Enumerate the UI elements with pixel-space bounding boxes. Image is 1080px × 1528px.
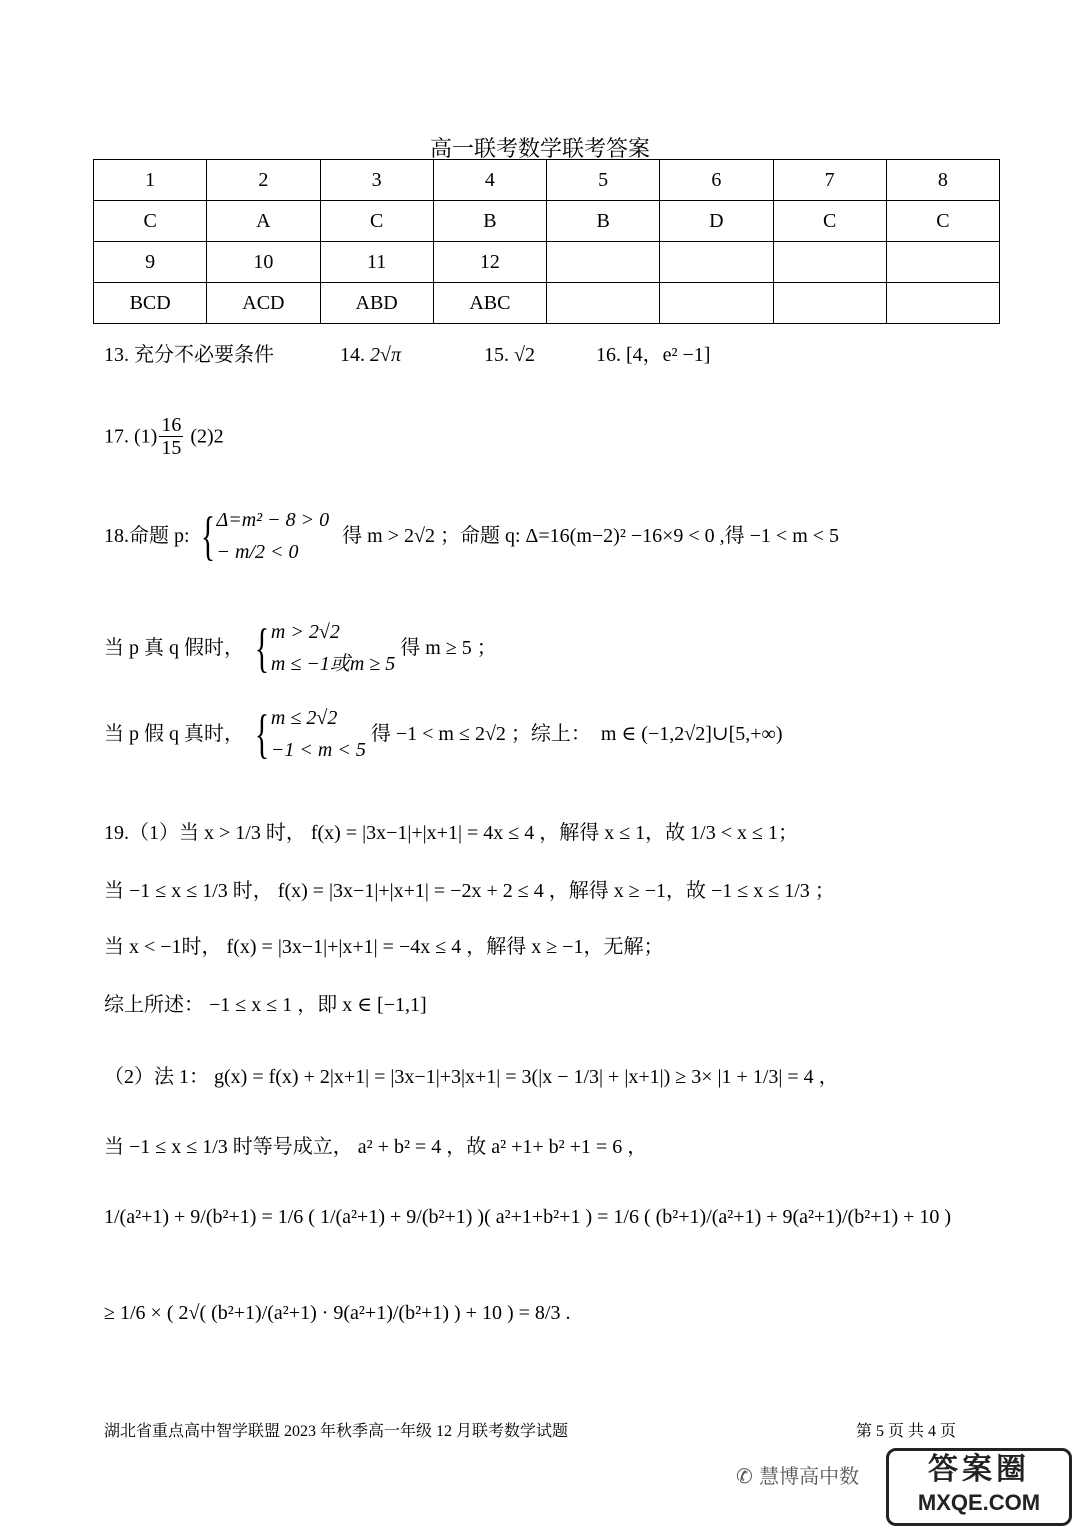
table-cell: B bbox=[433, 201, 546, 242]
system-row: Δ=m² − 8 > 0 bbox=[216, 509, 330, 531]
answer-13: 13. 充分不必要条件 bbox=[104, 344, 274, 366]
fraction-numerator: 16 bbox=[161, 414, 182, 436]
table-cell: 4 bbox=[433, 160, 546, 201]
system-row: m > 2√2 bbox=[270, 621, 340, 643]
table-cell: 10 bbox=[207, 242, 320, 283]
footer-exam-name: 湖北省重点高中智学联盟 2023 年秋季高一年级 12 月联考数学试题 bbox=[104, 1423, 569, 1440]
system-row: − m/2 < 0 bbox=[216, 541, 299, 563]
system-row: m ≤ 2√2 bbox=[270, 707, 338, 729]
table-cell: C bbox=[94, 201, 207, 242]
answer-18-line1 bbox=[104, 504, 839, 568]
table-cell: 7 bbox=[773, 160, 886, 201]
answer-19-line8: ≥ 1/6 × ( 2√( (b²+1)/(a²+1) · 9(a²+1)/(b²+1) ) + 10 ) = 8/3 . bbox=[104, 1302, 571, 1324]
table-row bbox=[94, 201, 1000, 242]
page-title: 高一联考数学联考答案 bbox=[429, 136, 650, 161]
table-cell bbox=[773, 283, 886, 324]
answer-16-label: 16. bbox=[596, 344, 621, 366]
case1-system bbox=[249, 616, 395, 680]
answer-19-line1: 19.（1）当 x > 1/3 时， f(x) = |3x−1|+|x+1| = 4x ≤ 4 ，解得 x ≤ 1，故 1/3 < x ≤ 1； bbox=[104, 822, 798, 844]
case1-result: 得 m ≥ 5 ； bbox=[400, 637, 497, 659]
footer-page-number: 第 5 页 共 4 页 bbox=[856, 1423, 957, 1440]
table-cell: 9 bbox=[94, 242, 207, 283]
table-cell: C bbox=[320, 201, 433, 242]
table-cell: 1 bbox=[94, 160, 207, 201]
table-cell: ACD bbox=[207, 283, 320, 324]
table-cell: B bbox=[547, 201, 660, 242]
table-cell: A bbox=[207, 201, 320, 242]
table-cell: D bbox=[660, 201, 773, 242]
table-cell bbox=[547, 242, 660, 283]
answer-table bbox=[93, 159, 1000, 324]
q18-system-p bbox=[195, 504, 330, 568]
table-cell: C bbox=[773, 201, 886, 242]
table-cell: C bbox=[886, 201, 999, 242]
watermark-top-text: 答案圈 bbox=[928, 1453, 1030, 1486]
answer-19-line2: 当 −1 ≤ x ≤ 1/3 时， f(x) = |3x−1|+|x+1| = −2x + 2 ≤ 4 ，解得 x ≥ −1，故 −1 ≤ x ≤ 1/3 ； bbox=[104, 880, 835, 902]
system-row: m ≤ −1或m ≥ 5 bbox=[270, 653, 396, 675]
table-row bbox=[94, 283, 1000, 324]
table-cell bbox=[660, 283, 773, 324]
case2-result: 得 −1 < m ≤ 2√2 ；综上： m ∈ (−1,2√2]∪[5,+∞) bbox=[370, 723, 783, 745]
answer-14 bbox=[340, 342, 401, 368]
table-cell: 6 bbox=[660, 160, 773, 201]
table-cell bbox=[547, 283, 660, 324]
answer-15 bbox=[484, 342, 535, 368]
table-cell: 8 bbox=[886, 160, 999, 201]
answer-16-value: [4，e² −1] bbox=[626, 344, 711, 366]
answer-16 bbox=[596, 342, 710, 368]
table-cell: 11 bbox=[320, 242, 433, 283]
table-cell: ABC bbox=[433, 283, 546, 324]
brace-icon: { bbox=[200, 506, 215, 566]
answer-14-value: 2√π bbox=[370, 344, 401, 366]
table-cell bbox=[886, 242, 999, 283]
answer-19-line4: 综上所述： −1 ≤ x ≤ 1 ，即 x ∈ [−1,1] bbox=[104, 994, 427, 1016]
answer-17 bbox=[104, 414, 224, 459]
answer-19-line6: 当 −1 ≤ x ≤ 1/3 时等号成立， a² + b² = 4 ，故 a² +1+ b² +1 = 6 ， bbox=[104, 1136, 648, 1158]
table-cell: 12 bbox=[433, 242, 546, 283]
table-cell bbox=[660, 242, 773, 283]
answer-17-label: 17. (1) bbox=[104, 425, 158, 448]
case2-prefix: 当 p 假 q 真时， bbox=[104, 723, 244, 745]
table-cell: 2 bbox=[207, 160, 320, 201]
system-row: −1 < m < 5 bbox=[270, 739, 366, 761]
table-cell bbox=[773, 242, 886, 283]
answer-14-label: 14. bbox=[340, 344, 365, 366]
answer-19-line7: 1/(a²+1) + 9/(b²+1) = 1/6 ( 1/(a²+1) + 9/(b²+1) )( a²+1+b²+1 ) = 1/6 ( (b²+1)/(a²+1) + 9(a²+1)/(b²+1) + 10 ) bbox=[104, 1206, 952, 1228]
table-cell: ABD bbox=[320, 283, 433, 324]
answer-17-part2: (2)2 bbox=[190, 425, 224, 448]
table-cell bbox=[886, 283, 999, 324]
answer-19-line5: （2）法 1： g(x) = f(x) + 2|x+1| = |3x−1|+3|x+1| = 3(|x − 1/3| + |x+1|) ≥ 3× |1 + 1/3| = 4 ， bbox=[104, 1066, 839, 1088]
table-cell: 3 bbox=[320, 160, 433, 201]
case1-prefix: 当 p 真 q 假时， bbox=[104, 637, 244, 659]
wechat-icon: ✆ bbox=[736, 1464, 760, 1488]
q18-rest: 得 m > 2√2 ；命题 q: Δ=16(m−2)² −16×9 < 0 ,得 −1 < m < 5 bbox=[342, 525, 840, 547]
table-row bbox=[94, 160, 1000, 201]
q18-prefix: 18.命题 p: bbox=[104, 525, 190, 547]
answer-15-label: 15. bbox=[484, 344, 509, 366]
table-cell: 5 bbox=[547, 160, 660, 201]
answer-15-value: √2 bbox=[514, 344, 535, 366]
table-cell: BCD bbox=[94, 283, 207, 324]
answer-18-case1 bbox=[104, 616, 497, 680]
fraction-denominator: 15 bbox=[161, 437, 182, 459]
wechat-source bbox=[736, 1460, 859, 1489]
brace-icon: { bbox=[254, 704, 270, 764]
answer-19-line3: 当 x < −1时， f(x) = |3x−1|+|x+1| = −4x ≤ 4 ，解得 x ≥ −1，无解； bbox=[104, 936, 664, 958]
case2-system bbox=[249, 702, 366, 766]
answer-17-fraction bbox=[159, 414, 183, 459]
table-row bbox=[94, 242, 1000, 283]
brace-icon: { bbox=[254, 618, 270, 678]
answer-18-case2 bbox=[104, 702, 782, 766]
wechat-label: 慧博高中数 bbox=[759, 1464, 860, 1488]
watermark-bottom-text: MXQE.COM bbox=[917, 1490, 1041, 1515]
watermark-logo bbox=[886, 1448, 1072, 1526]
